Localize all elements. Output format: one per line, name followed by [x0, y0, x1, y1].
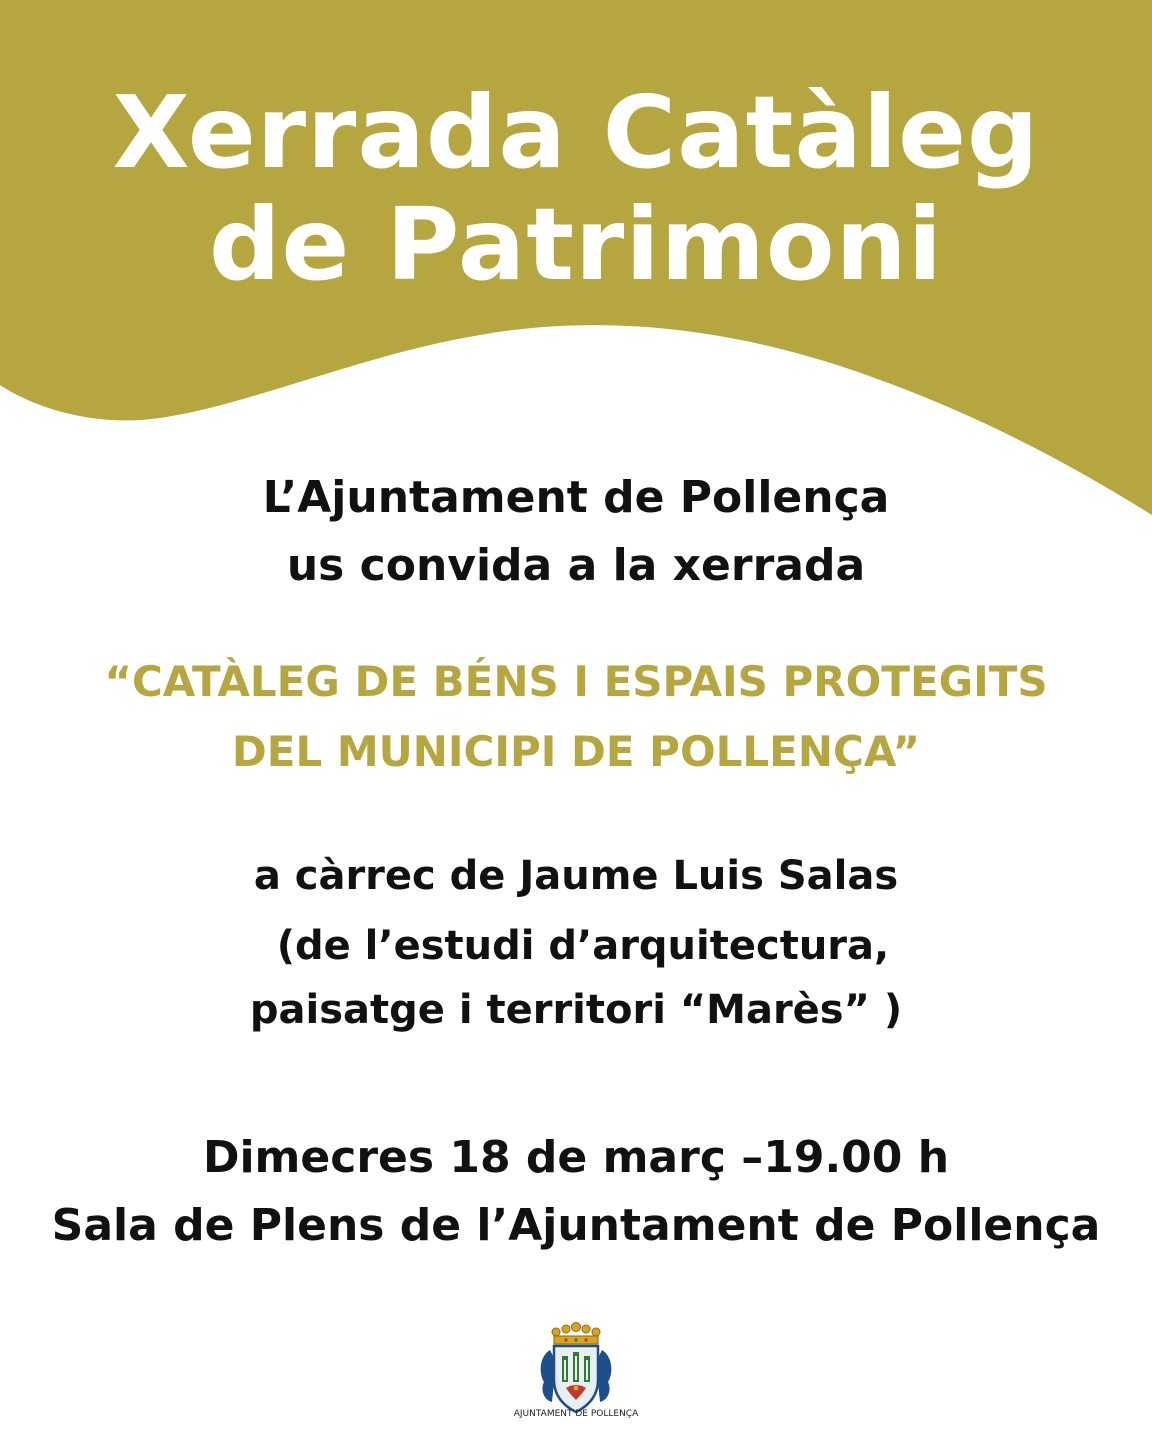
crest-caption: AJUNTAMENT DE POLLENÇA: [513, 1409, 639, 1419]
event-date-time: Dimecres 18 de març –19.00 h: [202, 1132, 950, 1183]
intro-line-2: us convida a la xerrada: [286, 540, 866, 591]
event-venue: Sala de Plens de l’Ajuntament de Pollença: [51, 1200, 1101, 1251]
poster-title-line-2: de Patrimoni: [208, 186, 944, 303]
poster-title-line-1: Xerrada Catàleg: [112, 74, 1040, 191]
trees-icon: [562, 1352, 590, 1382]
coat-of-arms-icon: [536, 1322, 616, 1418]
intro-line-1: L’Ajuntament de Pollença: [262, 472, 890, 523]
crown-icon: [552, 1323, 600, 1345]
talk-title-line-1: “CATÀLEG DE BÉNS I ESPAIS PROTEGITS: [104, 657, 1048, 706]
talk-title-line-2: DEL MUNICIPI DE POLLENÇA”: [231, 727, 921, 776]
speaker-line-3: paisatge i territori “Marès” ): [249, 987, 903, 1033]
speaker-line-2: (de l’estudi d’arquitectura,: [262, 923, 890, 969]
speaker-line-1: a càrrec de Jaume Luis Salas: [253, 853, 899, 899]
